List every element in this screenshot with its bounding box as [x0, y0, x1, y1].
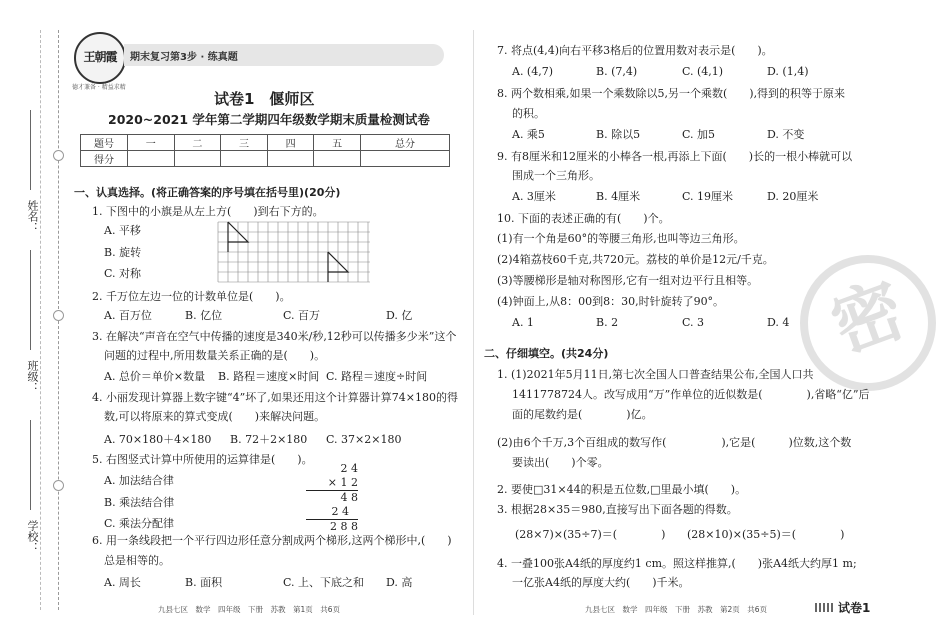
binding-mark — [53, 480, 64, 491]
q7-option[interactable]: A. (4,7) — [512, 65, 554, 78]
q8-option[interactable]: A. 乘5 — [512, 128, 545, 141]
score-table-cell: 总分 — [360, 135, 449, 151]
score-input-cell[interactable] — [128, 151, 175, 167]
school-field-line — [30, 420, 31, 510]
calc-line: 2 4 — [306, 505, 358, 520]
s2-q4-line: 4. 一叠100张A4纸的厚度约1 cm。照这样推算,( )张A4纸大约厚1 m; — [497, 557, 857, 570]
binding-line-outer — [40, 30, 41, 610]
q10-option[interactable]: A. 1 — [512, 316, 534, 329]
q2-option[interactable]: B. 亿位 — [185, 309, 223, 322]
paper-title: 试卷1 偃师区 — [214, 90, 315, 108]
exam-title: 2020~2021 学年第二学期四年级数学期末质量检测试卷 — [108, 112, 430, 127]
q5-stem: 5. 右图竖式计算中所使用的运算律是( )。 — [92, 453, 313, 466]
q3-option[interactable]: B. 路程＝速度×时间 — [218, 370, 320, 383]
q2-option[interactable]: C. 百万 — [283, 309, 321, 322]
q4-option[interactable]: B. 72＋2×180 — [230, 433, 308, 446]
q4-stem: 4. 小丽发现计算器上数字键“4”坏了,如果还用这个计算器计算74×180的得 — [92, 391, 458, 404]
q4-option[interactable]: C. 37×2×180 — [326, 433, 402, 446]
q10-option[interactable]: B. 2 — [596, 316, 619, 329]
s2-q1-line: (2)由6个千万,3个百组成的数写作( ),它是( )位数,这个数 — [497, 436, 852, 449]
s2-q1-line: 要读出( )个零。 — [512, 456, 609, 469]
footer-stripes — [815, 603, 833, 612]
side-label-name: 姓名： — [26, 200, 39, 233]
q4-stem-cont: 数,可以将原来的算式变成( )来解决问题。 — [104, 410, 326, 423]
q3-option[interactable]: A. 总价＝单价×数量 — [104, 370, 206, 383]
s2-q3: 3. 根据28×35＝980,直接写出下面各题的得数。 — [497, 503, 738, 516]
q6-stem: 6. 用一条线段把一个平行四边形任意分割成两个梯形,这两个梯形中,( ) — [92, 534, 452, 547]
s2-q1-line: 面的尾数约是( )亿。 — [512, 408, 653, 421]
q7-option[interactable]: D. (1,4) — [767, 65, 809, 78]
q1-option[interactable]: A. 平移 — [104, 224, 141, 237]
score-input-cell[interactable] — [174, 151, 221, 167]
score-table-cell: 五 — [314, 135, 361, 151]
q3-stem-cont: 问题的过程中,所用数量关系正确的是( )。 — [104, 349, 326, 362]
q7-option[interactable]: C. (4,1) — [682, 65, 724, 78]
score-table-cell: 二 — [174, 135, 221, 151]
s2-q3-item: (28×7)×(35÷7)＝( ) — [515, 528, 666, 541]
score-input-cell[interactable] — [221, 151, 268, 167]
footer-right: 九县七区 数学 四年级 下册 苏教 第2页 共6页 — [585, 605, 768, 614]
q8-option[interactable]: C. 加5 — [682, 128, 716, 141]
q1-option[interactable]: B. 旋转 — [104, 246, 142, 259]
flag-grid-figure — [218, 222, 370, 282]
side-label-school: 学校： — [26, 520, 39, 553]
brand-logo — [74, 32, 126, 84]
q8-stem: 8. 两个数相乘,如果一个乘数除以5,另一个乘数( ),得到的积等于原来 — [497, 87, 846, 100]
s2-q1-line: 1. (1)2021年5月11日,第七次全国人口普查结果公布,全国人口共 — [497, 368, 814, 381]
q2-option[interactable]: A. 百万位 — [104, 309, 152, 322]
q10-item: (3)等腰梯形是轴对称图形,它有一组对边平行且相等。 — [497, 274, 759, 287]
q9-option[interactable]: D. 20厘米 — [767, 190, 819, 203]
q10-stem: 10. 下面的表述正确的有( )个。 — [497, 212, 670, 225]
class-field-line — [30, 250, 31, 350]
q6-option[interactable]: A. 周长 — [104, 576, 141, 589]
review-banner — [124, 44, 444, 66]
score-table-cell: 三 — [221, 135, 268, 151]
q10-option[interactable]: D. 4 — [767, 316, 790, 329]
footer-paper-tag: 试卷1 — [838, 601, 871, 615]
q10-item: (2)4箱荔枝60千克,共720元。荔枝的单价是12元/千克。 — [497, 253, 774, 266]
brand-logo-sub: 德才兼备 · 精益求精 — [72, 84, 126, 91]
calc-line: 2 8 8 — [330, 520, 358, 533]
q8-option[interactable]: B. 除以5 — [596, 128, 641, 141]
q6-stem-cont: 总是相等的。 — [104, 554, 170, 567]
q5-option[interactable]: A. 加法结合律 — [104, 474, 174, 487]
review-banner-text: 期末复习第3步 · 练真题 — [130, 52, 238, 63]
q9-stem-cont: 围成一个三角形。 — [512, 169, 600, 182]
secret-stamp-char: 密 — [820, 266, 915, 369]
calc-line: 2 4 — [340, 462, 358, 475]
binding-mark — [53, 150, 64, 161]
q5-option[interactable]: B. 乘法结合律 — [104, 496, 175, 509]
s2-q1-line: 1411778724人。改写成用“万”作单位的近似数是( ),省略“亿”后 — [512, 388, 870, 401]
section1-title: 一、认真选择。(将正确答案的序号填在括号里)(20分) — [74, 186, 341, 199]
q1-option[interactable]: C. 对称 — [104, 267, 142, 280]
calc-line: × 1 2 — [306, 476, 358, 491]
q4-option[interactable]: A. 70×180＋4×180 — [104, 433, 212, 446]
q2-option[interactable]: D. 亿 — [386, 309, 413, 322]
s2-q2: 2. 要使□31×44的积是五位数,□里最小填( )。 — [497, 483, 747, 496]
q10-item: (1)有一个角是60°的等腰三角形,也叫等边三角形。 — [497, 232, 745, 245]
q1-stem: 1. 下图中的小旗是从左上方( )到右下方的。 — [92, 205, 324, 218]
q6-option[interactable]: C. 上、下底之和 — [283, 576, 365, 589]
secret-stamp — [800, 255, 936, 391]
q9-option[interactable]: C. 19厘米 — [682, 190, 734, 203]
score-table-header-row — [81, 135, 450, 151]
q9-stem: 9. 有8厘米和12厘米的小棒各一根,再添上下面( )长的一根小棒就可以 — [497, 150, 853, 163]
score-table-cell: 题号 — [81, 135, 128, 151]
q9-option[interactable]: B. 4厘米 — [596, 190, 641, 203]
q3-stem: 3. 在解决“声音在空气中传播的速度是340米/秒,12秒可以传播多少米”这个 — [92, 330, 457, 343]
name-field-line — [30, 110, 31, 190]
q3-option[interactable]: C. 路程＝速度÷时间 — [326, 370, 428, 383]
q8-stem-cont: 的积。 — [512, 107, 545, 120]
score-table-score-row — [81, 151, 450, 167]
q7-stem: 7. 将点(4,4)向右平移3格后的位置用数对表示是( )。 — [497, 44, 773, 57]
vertical-calculation — [306, 462, 358, 534]
s2-q3-item: (28×10)×(35÷5)＝( ) — [687, 528, 845, 541]
q7-option[interactable]: B. (7,4) — [596, 65, 638, 78]
section2-title: 二、仔细填空。(共24分) — [484, 347, 609, 360]
side-label-class: 班级： — [26, 360, 39, 393]
brand-logo-text: 王朝霞 — [83, 50, 117, 64]
score-input-cell[interactable] — [360, 151, 449, 167]
q8-option[interactable]: D. 不变 — [767, 128, 805, 141]
calc-line: 4 8 — [340, 491, 358, 504]
q10-option[interactable]: C. 3 — [682, 316, 705, 329]
score-table-cell: 一 — [128, 135, 175, 151]
footer-left: 九县七区 数学 四年级 下册 苏教 第1页 共6页 — [158, 605, 341, 614]
score-table-cell: 得分 — [81, 151, 128, 167]
score-input-cell[interactable] — [267, 151, 314, 167]
q5-option[interactable]: C. 乘法分配律 — [104, 517, 175, 530]
score-table-cell: 四 — [267, 135, 314, 151]
score-input-cell[interactable] — [314, 151, 361, 167]
score-table — [80, 134, 450, 167]
q2-stem: 2. 千万位左边一位的计数单位是( )。 — [92, 290, 291, 303]
s2-q4-line: 一亿张A4纸的厚度大约( )千米。 — [512, 576, 690, 589]
q6-option[interactable]: B. 面积 — [185, 576, 223, 589]
q6-option[interactable]: D. 高 — [386, 576, 413, 589]
q10-item: (4)钟面上,从8：00到8：30,时针旋转了90°。 — [497, 295, 725, 308]
q9-option[interactable]: A. 3厘米 — [512, 190, 556, 203]
binding-mark — [53, 310, 64, 321]
column-divider — [473, 30, 474, 615]
